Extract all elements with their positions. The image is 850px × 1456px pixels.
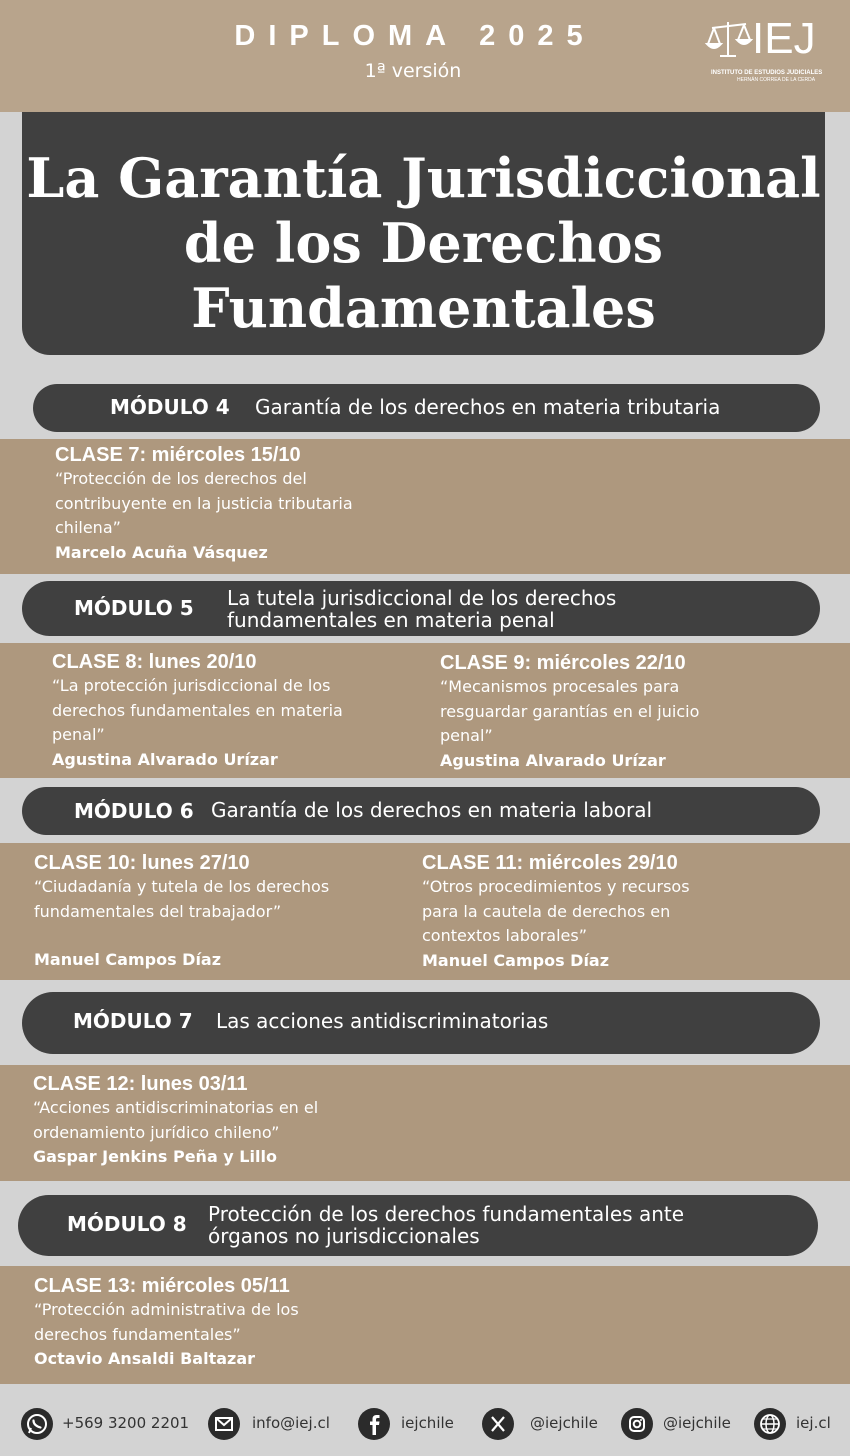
- email-icon[interactable]: [208, 1408, 240, 1440]
- class-description: “Mecanismos procesales para resguardar garantías en el juicio penal”: [440, 677, 700, 745]
- main-title: La Garantía Jurisdiccional de los Derechos Fundamentales: [26, 146, 821, 340]
- module-title: Garantía de los derechos en materia tributaria: [255, 395, 721, 419]
- class-heading: CLASE 8: lunes 20/10: [52, 651, 257, 673]
- class-speaker: Marcelo Acuña Vásquez: [55, 542, 268, 562]
- class-heading: CLASE 11: miércoles 29/10: [422, 852, 678, 874]
- logo-text: IEJ: [752, 14, 816, 63]
- class-speaker: Agustina Alvarado Urízar: [440, 750, 666, 770]
- diploma-version: 1ª versión: [364, 60, 462, 82]
- class-description: “Protección administrativa de los derechos fundamentales”: [34, 1300, 299, 1344]
- x-icon[interactable]: [482, 1408, 514, 1440]
- class-heading: CLASE 9: miércoles 22/10: [440, 652, 686, 674]
- class-card: [55, 443, 385, 565]
- class-speaker: Agustina Alvarado Urízar: [52, 749, 278, 769]
- x-handle[interactable]: @iejchile: [530, 1414, 598, 1432]
- class-description: “La protección jurisdiccional de los derechos fundamentales en materia penal”: [52, 676, 343, 744]
- class-card: [52, 650, 372, 772]
- class-description: “Protección de los derechos del contribuyente en la justicia tributaria chilena”: [55, 469, 353, 537]
- class-speaker: Manuel Campos Díaz: [34, 950, 222, 969]
- class-card: [34, 851, 354, 972]
- class-card: [422, 851, 722, 973]
- class-heading: CLASE 13: miércoles 05/11: [34, 1275, 290, 1297]
- module-title: Garantía de los derechos en materia laboral: [211, 798, 653, 822]
- website[interactable]: iej.cl: [796, 1414, 831, 1432]
- module-8-header: [18, 1195, 818, 1256]
- module-number: MÓDULO 4: [110, 395, 230, 419]
- facebook-icon[interactable]: [358, 1408, 390, 1440]
- whatsapp-icon[interactable]: [21, 1408, 53, 1440]
- module-5-header: [22, 581, 820, 636]
- module-title: Las acciones antidiscriminatorias: [216, 1009, 549, 1033]
- module-title: Protección de los derechos fundamentales ante órganos no jurisdiccionales: [208, 1202, 685, 1248]
- class-description: “Acciones antidiscriminatorias en el ordenamiento jurídico chileno”: [33, 1098, 319, 1142]
- module-number: MÓDULO 8: [67, 1212, 187, 1236]
- class-card: [33, 1072, 343, 1169]
- whatsapp-number[interactable]: +569 3200 2201: [62, 1414, 190, 1432]
- module-4-header: [33, 384, 820, 432]
- class-heading: CLASE 10: lunes 27/10: [34, 852, 250, 874]
- facebook-handle[interactable]: iejchile: [401, 1414, 454, 1432]
- module-number: MÓDULO 5: [74, 596, 194, 620]
- module-7-header: [22, 992, 820, 1054]
- instagram-handle[interactable]: @iejchile: [663, 1414, 731, 1432]
- module-number: MÓDULO 7: [73, 1009, 193, 1033]
- class-description: “Ciudadanía y tutela de los derechos fundamentales del trabajador”: [34, 877, 330, 921]
- logo-subtitle-secondary: HERNÁN CORREA DE LA CERDA: [737, 77, 816, 83]
- module-number: MÓDULO 6: [74, 799, 194, 823]
- class-speaker: Gaspar Jenkins Peña y Lillo: [33, 1147, 277, 1166]
- class-card: [440, 651, 740, 773]
- class-heading: CLASE 7: miércoles 15/10: [55, 444, 301, 466]
- class-card: [34, 1274, 334, 1371]
- class-speaker: Manuel Campos Díaz: [422, 950, 610, 970]
- diploma-title: DIPLOMA 2025: [234, 20, 596, 52]
- instagram-icon[interactable]: [621, 1408, 653, 1440]
- logo-subtitle: INSTITUTO DE ESTUDIOS JUDICIALES: [711, 70, 823, 76]
- module-6-header: [22, 787, 820, 835]
- scales-of-justice-icon: [704, 16, 754, 66]
- email-address[interactable]: info@iej.cl: [252, 1414, 330, 1432]
- globe-icon[interactable]: [754, 1408, 786, 1440]
- class-description: “Otros procedimientos y recursos para la cautela de derechos en contextos laborales”: [422, 877, 690, 945]
- module-title: La tutela jurisdiccional de los derechos fundamentales en materia penal: [227, 586, 617, 632]
- class-speaker: Octavio Ansaldi Baltazar: [34, 1349, 256, 1368]
- class-heading: CLASE 12: lunes 03/11: [33, 1073, 248, 1095]
